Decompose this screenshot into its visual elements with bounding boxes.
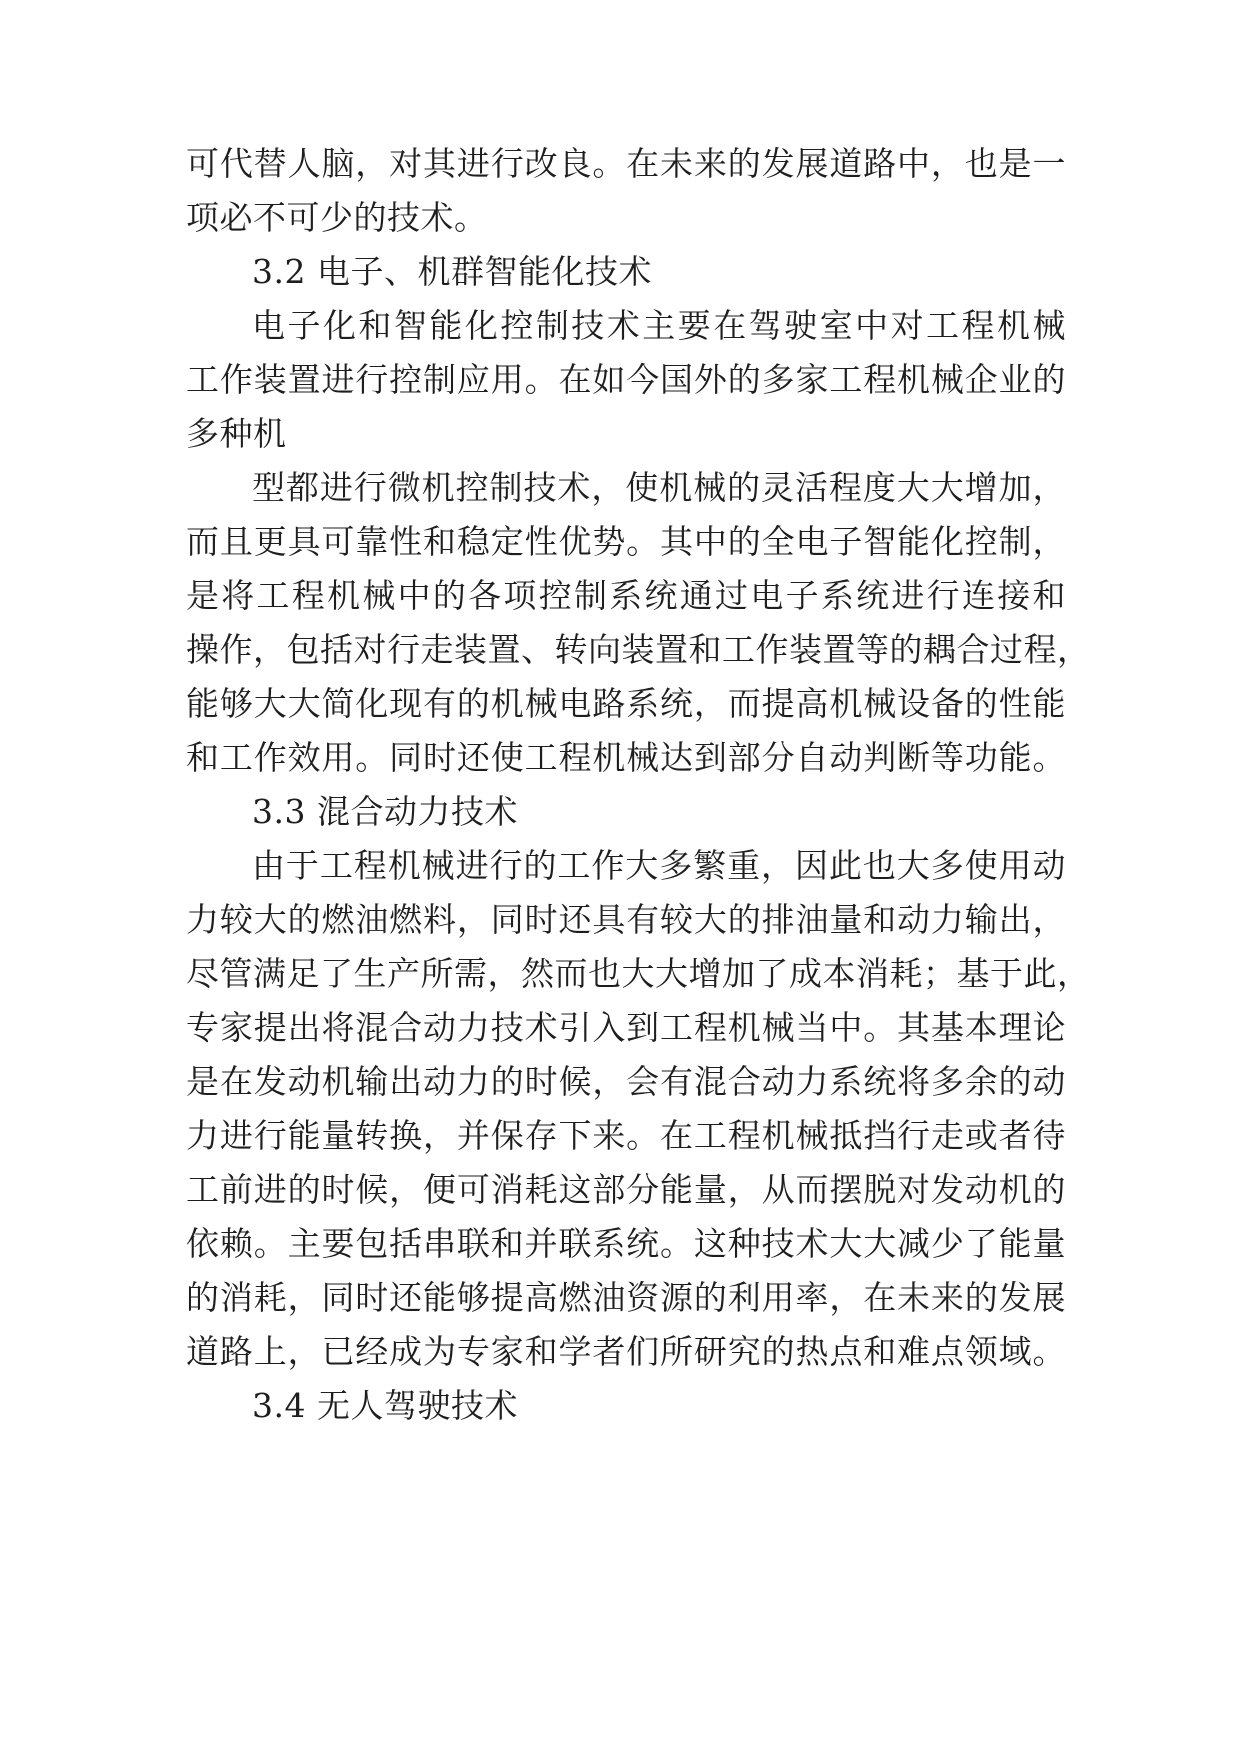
- text-line: 力进行能量转换，并保存下来。在工程机械抵挡行走或者待: [186, 1116, 1066, 1155]
- text-line: 专家提出将混合动力技术引入到工程机械当中。其基本理论: [186, 1008, 1066, 1047]
- text-line: 可代替人脑，对其进行改良。在未来的发展道路中，也是一: [186, 144, 1066, 183]
- text-line: 项必不可少的技术。: [186, 198, 488, 237]
- text-line: 电子化和智能化控制技术主要在驾驶室中对工程机械: [252, 306, 1066, 345]
- text-line: 型都进行微机控制技术，使机械的灵活程度大大增加，: [252, 468, 1066, 507]
- section-heading-3-2: 3.2 电子、机群智能化技术: [252, 252, 652, 291]
- text-line: 的消耗，同时还能够提高燃油资源的利用率，在未来的发展: [186, 1278, 1066, 1317]
- text-line: 道路上，已经成为专家和学者们所研究的热点和难点领域。: [186, 1332, 1066, 1371]
- text-line: 操作，包括对行走装置、转向装置和工作装置等的耦合过程，: [186, 630, 1091, 669]
- text-line: 能够大大简化现有的机械电路系统，而提高机械设备的性能: [186, 684, 1066, 723]
- text-line: 工作装置进行控制应用。在如今国外的多家工程机械企业的: [186, 360, 1066, 399]
- text-line: 是在发动机输出动力的时候，会有混合动力系统将多余的动: [186, 1062, 1066, 1101]
- text-line: 依赖。主要包括串联和并联系统。这种技术大大减少了能量: [186, 1224, 1066, 1263]
- text-line: 工前进的时候，便可消耗这部分能量，从而摆脱对发动机的: [186, 1170, 1066, 1209]
- text-line: 力较大的燃油燃料，同时还具有较大的排油量和动力输出，: [186, 900, 1066, 939]
- text-line: 而且更具可靠性和稳定性优势。其中的全电子智能化控制，: [186, 522, 1066, 561]
- section-heading-3-4: 3.4 无人驾驶技术: [252, 1386, 518, 1425]
- text-line: 多种机: [186, 414, 287, 453]
- text-line: 和工作效用。同时还使工程机械达到部分自动判断等功能。: [186, 738, 1066, 777]
- text-line: 是将工程机械中的各项控制系统通过电子系统进行连接和: [186, 576, 1066, 615]
- text-line: 尽管满足了生产所需，然而也大大增加了成本消耗；基于此，: [186, 954, 1091, 993]
- text-line: 由于工程机械进行的工作大多繁重，因此也大多使用动: [252, 846, 1066, 885]
- section-heading-3-3: 3.3 混合动力技术: [252, 792, 518, 831]
